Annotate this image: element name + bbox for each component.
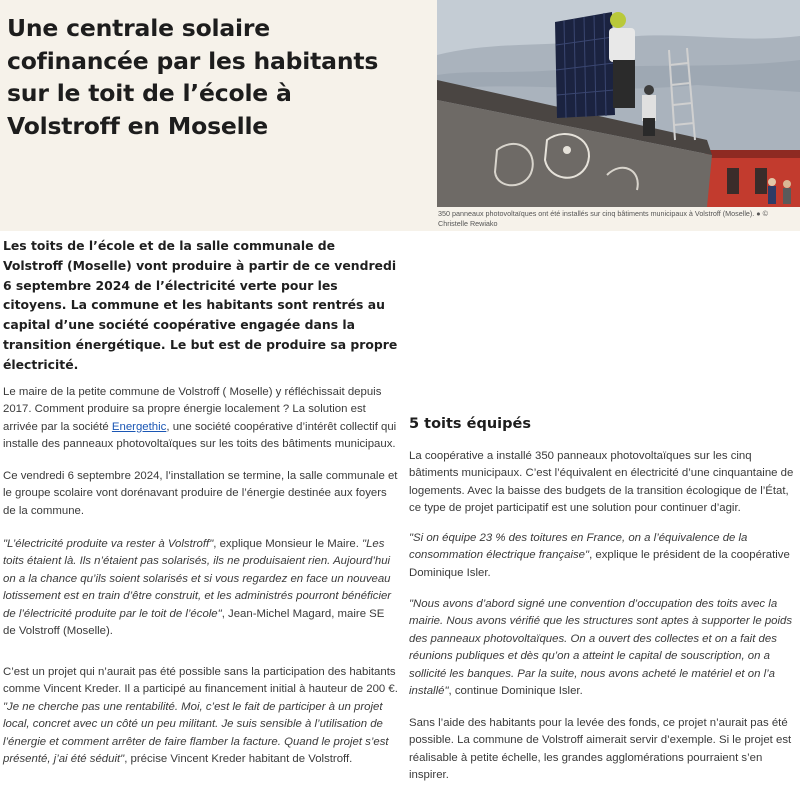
paragraph-text: , continue Dominique Isler. bbox=[448, 685, 583, 698]
photo-caption: 350 panneaux photovoltaïques ont été installés sur cinq bâtiments municipaux à Volstroff (Moselle). ● © Christelle Rewiako bbox=[438, 209, 768, 228]
paragraph bbox=[409, 596, 797, 700]
article-lead: Les toits de l’école et de la salle communale de Volstroff (Moselle) vont produire à partir de ce vendredi 6 septembre 2024 de l’électricité verte pour les citoyens. La commune et les habitants sont rentrés au capital d’une société coopérative engagée dans la transition énergétique. Le but est de produire sa propre électricité. bbox=[3, 238, 398, 372]
paragraph: La coopérative a installé 350 panneaux photovoltaïques sur les cinq bâtiments municipaux. C’est l’équivalent en électricité d’une cinquantaine de logements. Avec la baisse des budgets de la transition écologique de l’État, ce type de projet participatif est une solution pour continuer d’agir. bbox=[409, 450, 794, 515]
energethic-link[interactable]: Energethic bbox=[111, 420, 167, 433]
section-title: 5 toits équipés bbox=[409, 416, 531, 432]
paragraph-text: , Jean-Michel Magard, maire SE de Volstroff (Moselle). bbox=[3, 607, 385, 638]
paragraph bbox=[3, 536, 399, 640]
paragraph bbox=[409, 530, 797, 582]
paragraph-text: , explique Monsieur le Maire. bbox=[213, 538, 363, 550]
quote-text: "Nous avons d’abord signé une convention d’occupation des toits avec la mairie. Nous avons vérifié que les structures sont aptes à supporter le poids des panneaux photovoltaïques. On a ouvert des collectes et on a fait des réunions publiques et dès qu’on a atteint le capital de souscription, on a sollicité les banques. Par la suite, nous avons acheté le matériel et on l’a installé" bbox=[409, 598, 793, 698]
article-photo bbox=[437, 0, 800, 207]
paragraph-text: , une société coopérative d’intérêt collectif qui installe des panneaux photovoltaïques sur les toits des bâtiments municipaux. bbox=[3, 420, 397, 451]
paragraph: Ce vendredi 6 septembre 2024, l’installation se termine, la salle communale et le groupe scolaire vont dorénavant produire de l’énergie destinée aux foyers de la commune. bbox=[3, 470, 398, 517]
paragraph bbox=[3, 664, 399, 768]
article-hero bbox=[0, 0, 800, 231]
paragraph-text: C’est un projet qui n’aurait pas été possible sans la participation des habitants comme Vincent Kreder. Il a participé au financement initial à hauteur de 200 €. bbox=[3, 666, 398, 696]
paragraph-text: , précise Vincent Kreder habitant de Volstroff. bbox=[124, 753, 353, 766]
paragraph-text: Le maire de la petite commune de Volstroff ( Moselle) y réfléchissait depuis 2017. Comment produire sa propre énergie localement ? La solution est arrivée par la société bbox=[3, 386, 382, 433]
paragraph bbox=[3, 384, 399, 454]
quote-text: "Si on équipe 23 % des toitures en France, on a l’équivalence de la consommation électrique française" bbox=[409, 532, 748, 562]
article-title: Une centrale solaire cofinancée par les habitants sur le toit de l’école à Volstroff en Moselle bbox=[7, 14, 379, 140]
quote-text: "Je ne cherche pas une rentabilité. Moi, c’est le fait de participer à un projet local, concret avec un côté un peu militant. Je suis sensible à l’utilisation de l’énergie et comment arrêter de faire flamber la facture. Quand le projet s’est présenté, j’ai été séduit" bbox=[3, 700, 389, 766]
paragraph-text: , explique le président de la coopérative Dominique Isler. bbox=[409, 549, 790, 579]
quote-text: "Les toits étaient là. Ils n’étaient pas solarisés, ils ne produisaient rien. Aujourd’hui on a la chance qu’ils soient solarisés et si vous regardez en face un nouveau lotissement est en train d’être construit, et les administrés pourront bénéficier de l’électricité produite par le toit de l’école" bbox=[3, 538, 392, 620]
paragraph: Sans l’aide des habitants pour la levée des fonds, ce projet n’aurait pas été possible. La commune de Volstroff aimerait servir d’exemple. Si le projet est réalisable à petite échelle, les grandes agglomérations pourraient s’en inspirer. bbox=[409, 717, 792, 782]
quote-text: "L’électricité produite va rester à Volstroff" bbox=[3, 538, 214, 550]
